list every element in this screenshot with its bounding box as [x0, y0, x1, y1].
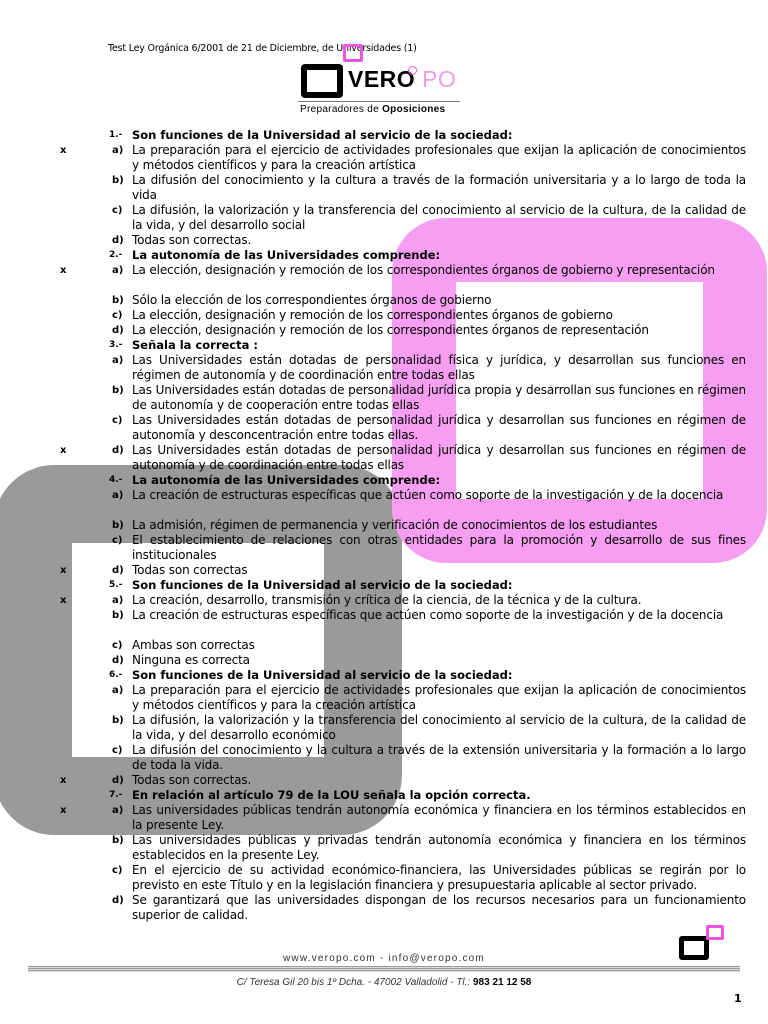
- logo-word: VERO: [348, 66, 416, 92]
- option-letter: d): [112, 445, 124, 456]
- option-text: Sólo la elección de los correspondientes órganos de gobierno: [132, 293, 492, 307]
- option-text: La elección, designación y remoción de los correspondientes órganos de gobierno: [132, 308, 613, 322]
- logo-pink-square-icon: [343, 44, 363, 62]
- option-letter: b): [112, 715, 124, 726]
- option-text: Las universidades públicas tendrán autonomía económica y financiera en los términos establecidos en la presente Ley.: [132, 803, 746, 832]
- option-text: La difusión, la valorización y la transferencia del conocimiento al servicio de la cultura, de la calidad de la vida, y del desarrollo social: [132, 203, 746, 232]
- option-letter: a): [112, 265, 124, 276]
- question-text: Son funciones de la Universidad al servicio de la sociedad:: [132, 578, 513, 592]
- option-row: [0, 593, 768, 608]
- option-text: La difusión del conocimiento y la cultura a través de la extensión universitaria y la formación a lo largo de toda la vida.: [132, 743, 746, 772]
- option-row: [0, 638, 768, 653]
- option-text: El establecimiento de relaciones con otras entidades para la promoción y desarrollo de sus fines institucionales: [132, 533, 746, 562]
- option-text: La creación, desarrollo, transmisión y crítica de la ciencia, de la técnica y de la cultura.: [132, 593, 642, 607]
- option-text: Todas son correctas: [132, 563, 248, 577]
- option-row: [0, 488, 768, 518]
- option-text: Todas son correctas.: [132, 233, 252, 247]
- option-letter: a): [112, 595, 124, 606]
- option-text: Las Universidades están dotadas de personalidad jurídica y desarrollan sus funciones en régimen de autonomía y desconcentración entre todas ellas.: [132, 413, 746, 442]
- option-row: [0, 653, 768, 668]
- option-text: Se garantizará que las universidades dispongan de los recursos necesarios para un funcionamiento superior de calidad.: [132, 893, 746, 922]
- question-text: La autonomía de las Universidades comprende:: [132, 473, 441, 487]
- option-row: [0, 518, 768, 533]
- correct-answer-mark: x: [60, 565, 67, 576]
- option-text: Las Universidades están dotadas de personalidad jurídica propia y desarrollan sus funciones en régimen de autonomía y de cooperación entre todas ellas: [132, 383, 746, 412]
- question-number: 3.-: [109, 340, 123, 350]
- question-number: 5.-: [109, 580, 123, 590]
- option-letter: c): [112, 865, 123, 876]
- option-letter: c): [112, 310, 123, 321]
- option-text: En el ejercicio de su actividad económico-financiera, las Universidades públicas se regirán por lo previsto en este Título y en la legislación financiera y presupuestaria aplicable al sector privado.: [132, 863, 746, 892]
- option-row: [0, 143, 768, 173]
- document-title: Test Ley Orgánica 6/2001 de 21 de Diciembre, de Universidades (1): [108, 43, 417, 54]
- option-letter: c): [112, 640, 123, 651]
- option-row: [0, 203, 768, 233]
- option-text: La creación de estructuras específicas que actúen como soporte de la investigación y de la docencia: [132, 608, 724, 622]
- option-letter: a): [112, 490, 124, 501]
- option-text: La difusión, la valorización y la transferencia del conocimiento al servicio de la cultura, de la calidad de la vida, y del desarrollo económico: [132, 713, 746, 742]
- option-letter: b): [112, 295, 124, 306]
- option-text: Todas son correctas.: [132, 773, 252, 787]
- logo-subtitle: [300, 104, 445, 115]
- logo-underline: [298, 101, 460, 102]
- question-row: [0, 473, 768, 488]
- option-letter: c): [112, 535, 123, 546]
- correct-answer-mark: x: [60, 775, 67, 786]
- question-number: 4.-: [109, 475, 123, 485]
- footer-address: [0, 977, 768, 988]
- option-letter: c): [112, 205, 123, 216]
- option-row: [0, 863, 768, 893]
- option-row: [0, 323, 768, 338]
- question-number: 1.-: [109, 130, 123, 140]
- option-letter: b): [112, 520, 124, 531]
- option-text: Ninguna es correcta: [132, 653, 250, 667]
- logo-subtitle-bold: Oposiciones: [382, 104, 446, 115]
- option-row: [0, 443, 768, 473]
- option-row: [0, 833, 768, 863]
- option-row: [0, 713, 768, 743]
- option-row: [0, 893, 768, 923]
- footer-phone: 983 21 12 58: [472, 977, 532, 988]
- option-row: [0, 413, 768, 443]
- option-text: Ambas son correctas: [132, 638, 255, 652]
- option-letter: b): [112, 385, 124, 396]
- correct-answer-mark: x: [60, 445, 67, 456]
- option-text: La creación de estructuras específicas que actúen como soporte de la investigación y de la docencia: [132, 488, 724, 502]
- question-text: Señala la correcta :: [132, 338, 258, 352]
- option-row: [0, 293, 768, 308]
- question-row: [0, 788, 768, 803]
- option-letter: b): [112, 610, 124, 621]
- option-letter: a): [112, 145, 124, 156]
- option-text: La difusión del conocimiento y la cultura a través de la formación universitaria y a lo largo de toda la vida: [132, 173, 746, 202]
- option-row: [0, 773, 768, 788]
- option-letter: c): [112, 745, 123, 756]
- question-text: En relación al artículo 79 de la LOU señala la opción correcta.: [132, 788, 531, 802]
- option-row: [0, 533, 768, 563]
- page-number: 1: [734, 992, 742, 1005]
- option-row: [0, 608, 768, 638]
- option-row: [0, 263, 768, 293]
- question-row: [0, 128, 768, 143]
- correct-answer-mark: x: [60, 145, 67, 156]
- correct-answer-mark: x: [60, 595, 67, 606]
- option-letter: a): [112, 355, 124, 366]
- option-row: [0, 683, 768, 713]
- logo-ring-icon: [408, 66, 417, 75]
- option-text: Las Universidades están dotadas de personalidad jurídica y desarrollan sus funciones en régimen de autonomía y de coordinación entre todas ellas: [132, 443, 746, 472]
- footer-address-text: C/ Teresa Gil 20 bis 1º Dcha. - 47002 Valladolid - Tl.:: [236, 977, 473, 988]
- question-text: La autonomía de las Universidades comprende:: [132, 248, 441, 262]
- question-number: 2.-: [109, 250, 123, 260]
- option-text: La elección, designación y remoción de los correspondientes órganos de representación: [132, 323, 649, 337]
- option-letter: d): [112, 235, 124, 246]
- footer-logo-black-square-icon: [679, 936, 709, 960]
- option-text: Las Universidades están dotadas de personalidad física y jurídica, y desarrollan sus funciones en régimen de autonomía y de coordinación entre todas ellas: [132, 353, 746, 382]
- option-letter: d): [112, 895, 124, 906]
- option-text: La admisión, régimen de permanencia y verificación de conocimientos de los estudiantes: [132, 518, 658, 532]
- option-letter: b): [112, 835, 124, 846]
- footer-logo-pink-square-icon: [706, 925, 724, 940]
- quiz-list: [0, 128, 768, 923]
- option-text: Las universidades públicas y privadas tendrán autonomía económica y financiera en los términos establecidos en la presente Ley.: [132, 833, 746, 862]
- option-row: [0, 803, 768, 833]
- option-row: [0, 353, 768, 383]
- question-number: 6.-: [109, 670, 123, 680]
- option-letter: a): [112, 805, 124, 816]
- option-letter: d): [112, 325, 124, 336]
- logo-po: PO: [422, 66, 457, 92]
- question-row: [0, 578, 768, 593]
- option-letter: d): [112, 775, 124, 786]
- question-number: 7.-: [109, 790, 123, 800]
- question-row: [0, 668, 768, 683]
- option-row: [0, 383, 768, 413]
- option-letter: b): [112, 175, 124, 186]
- logo-black-square-icon: [301, 64, 343, 98]
- veropo-logo: [298, 52, 468, 118]
- question-text: Son funciones de la Universidad al servicio de la sociedad:: [132, 128, 513, 142]
- option-text: La elección, designación y remoción de los correspondientes órganos de gobierno y representación: [132, 263, 715, 277]
- option-row: [0, 308, 768, 323]
- option-row: [0, 233, 768, 248]
- option-row: [0, 743, 768, 773]
- question-row: [0, 338, 768, 353]
- option-letter: a): [112, 685, 124, 696]
- option-row: [0, 173, 768, 203]
- option-letter: d): [112, 655, 124, 666]
- logo-subtitle-light: Preparadores de: [300, 104, 383, 115]
- correct-answer-mark: x: [60, 805, 67, 816]
- option-row: [0, 563, 768, 578]
- option-letter: c): [112, 415, 123, 426]
- footer-web: www.veropo.com - info@veropo.com: [283, 953, 485, 964]
- footer-divider: [28, 966, 740, 972]
- question-text: Son funciones de la Universidad al servicio de la sociedad:: [132, 668, 513, 682]
- option-letter: d): [112, 565, 124, 576]
- question-row: [0, 248, 768, 263]
- option-text: La preparación para el ejercicio de actividades profesionales que exijan la aplicación de conocimientos y métodos científicos y para la creación artística: [132, 143, 746, 172]
- correct-answer-mark: x: [60, 265, 67, 276]
- option-text: La preparación para el ejercicio de actividades profesionales que exijan la aplicación de conocimientos y métodos científicos y para la creación artística: [132, 683, 746, 712]
